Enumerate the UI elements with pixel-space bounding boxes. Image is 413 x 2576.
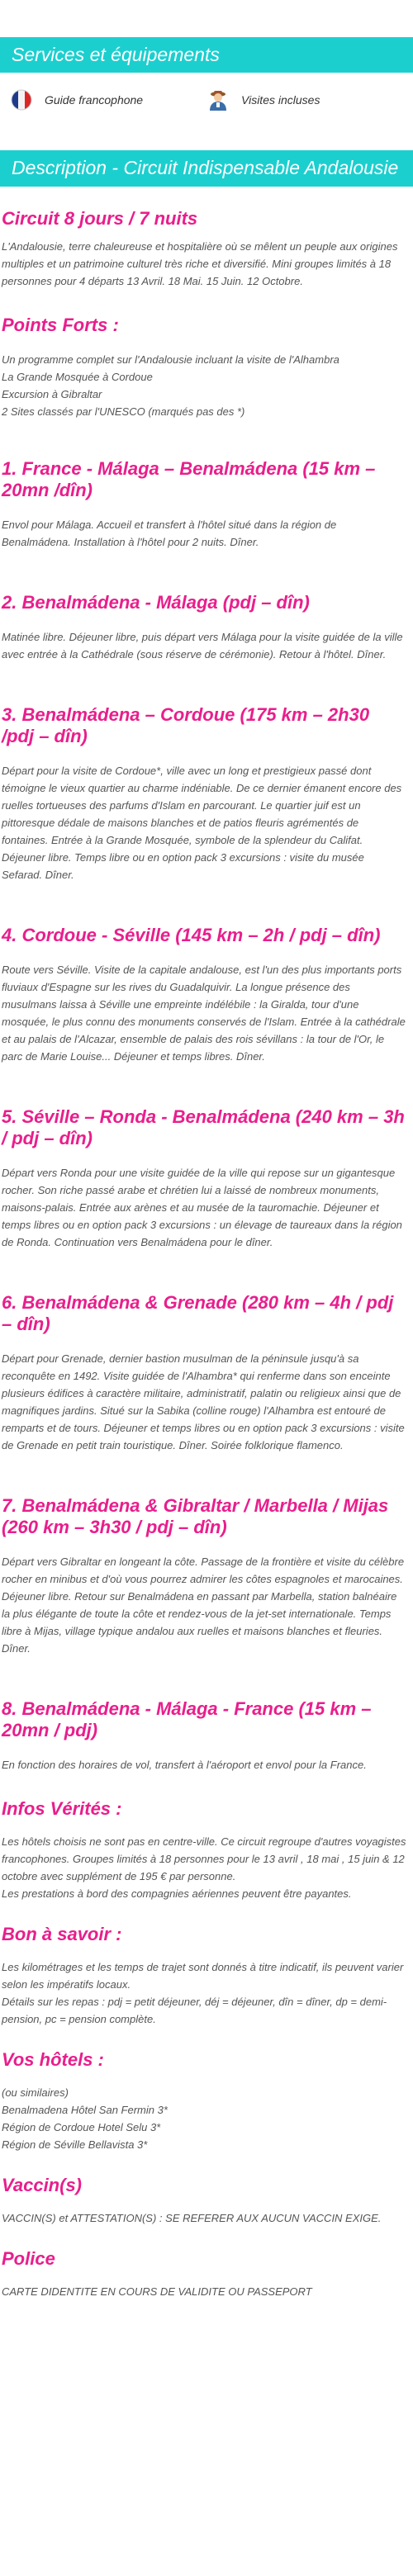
section-text: CARTE DIDENTITE EN COURS DE VALIDITE OU PASSEPORT	[2, 2285, 312, 2298]
service-item-visits	[206, 88, 403, 111]
section-text: Un programme complet sur l'Andalousie incluant la visite de l'Alhambra	[2, 353, 339, 366]
section-heading: 6. Benalmádena & Grenade (280 km – 4h / pdj – dîn)	[2, 1292, 394, 1334]
section-text: Les kilométrages et les temps de trajet sont donnés à titre indicatif, ils peuvent varier selon les impératifs locaux.	[2, 1961, 404, 1991]
section-text: Les hôtels choisis ne sont pas en centre-ville. Ce circuit regroupe d'autres voyagistes francophones. Groupes limités à 18 personnes pour le 13 avril , 18 mai , 15 juin & 12 octobre avec supplément de 195 € par personne.	[2, 1835, 406, 1882]
service-label-visits: Visites incluses	[241, 93, 320, 107]
section-day-4	[2, 925, 406, 1065]
section-text: Région de Cordoue Hotel Selu 3*	[2, 2121, 161, 2133]
section-day-3	[2, 704, 406, 883]
section-vaccins	[2, 2175, 406, 2227]
section-heading: Infos Vérités :	[2, 1798, 122, 1819]
section-heading: Circuit 8 jours / 7 nuits	[2, 208, 198, 229]
tour-guide-icon	[206, 88, 230, 111]
section-heading: 5. Séville – Ronda - Benalmádena (240 km – 3h / pdj – dîn)	[2, 1106, 405, 1148]
french-flag-icon	[10, 88, 33, 111]
service-item-guide	[10, 88, 206, 111]
section-heading: Police	[2, 2248, 55, 2269]
section-police	[2, 2248, 406, 2300]
section-text: Départ pour la visite de Cordoue*, ville avec un long et prestigieux passé dont témoigne le vieux quartier au charme indéniable. De ce dernier émanent encore des ruelles tortueuses des parfums d'Islam en parcourant. Le quartier juif est un pittoresque dédale de maisons blanches et de patios fleuris agrémentés de fontaines. Entrée à la Grande Mosquée, symbole de la splendeur du Califat. Déjeuner libre. Temps libre ou en option pack 3 excursions : visite du musée Sefarad. Dîner.	[2, 765, 402, 881]
section-text: La Grande Mosquée à Cordoue	[2, 371, 153, 383]
section-points-forts	[2, 315, 406, 420]
section-day-7	[2, 1495, 406, 1657]
section-heading: Vaccin(s)	[2, 2175, 83, 2195]
section-text: VACCIN(S) et ATTESTATION(S) : SE REFERER AUX AUCUN VACCIN EXIGE.	[2, 2212, 382, 2224]
section-text: Détails sur les repas : pdj = petit déjeuner, déj = déjeuner, dîn = dîner, dp = demi-pension, pc = pension complète.	[2, 1996, 387, 2025]
section-day-5	[2, 1106, 406, 1251]
section-heading: 1. France - Málaga – Benalmádena (15 km – 20mn /dîn)	[2, 458, 376, 500]
section-bon-a-savoir	[2, 1924, 406, 2028]
section-heading: 4. Cordoue - Séville (145 km – 2h / pdj – dîn)	[2, 925, 381, 945]
section-heading: Bon à savoir :	[2, 1924, 122, 1944]
section-text: Région de Séville Bellavista 3*	[2, 2138, 148, 2151]
section-text: Départ vers Ronda pour une visite guidée de la ville qui repose sur un gigantesque rocher. Son riche passé arabe et chrétien lui a laissé de nombreux monuments, maisons-palais. Entrée aux arènes et au musée de la tauromachie. Déjeuner et temps libres ou en option pack 3 excursions : un élevage de taureaux dans la région de Ronda. Continuation vers Benalmádena pour le dîner.	[2, 1167, 402, 1248]
section-text: (ou similaires)	[2, 2086, 69, 2099]
section-text: Excursion à Gibraltar	[2, 388, 102, 400]
section-text: Benalmadena Hôtel San Fermin 3*	[2, 2104, 168, 2116]
section-heading: Vos hôtels :	[2, 2049, 104, 2070]
description-title: Description - Circuit Indispensable Andalousie	[0, 150, 413, 187]
section-day-8	[2, 1698, 406, 1773]
section-text: Envol pour Málaga. Accueil et transfert à l'hôtel situé dans la région de Benalmádena. Installation à l'hôtel pour 2 nuits. Dîner.	[2, 519, 337, 548]
section-heading: 2. Benalmádena - Málaga (pdj – dîn)	[2, 592, 310, 613]
section-heading: 7. Benalmádena & Gibraltar / Marbella / Mijas (260 km – 3h30 / pdj – dîn)	[2, 1495, 389, 1537]
section-day-6	[2, 1292, 406, 1454]
section-intro	[2, 208, 406, 290]
section-day-1	[2, 458, 406, 551]
section-text: Départ pour Grenade, dernier bastion musulman de la péninsule jusqu'à sa reconquête en 1492. Visite guidée de l'Alhambra* qui renferme dans son enceinte plusieurs édifices à caractère militaire, administratif, palatin ou religieux ainsi que de magnifiques jardins. Situé sur la Sabika (colline rouge) l'Alhambra est entouré de remparts et de tours. Déjeuner et temps libres ou en option pack 3 excursions : visite de Grenade en petit train touristique. Dîner. Soirée folklorique flamenco.	[2, 1352, 405, 1451]
section-text: 2 Sites classés par l'UNESCO (marqués pas des *)	[2, 405, 245, 418]
section-text: En fonction des horaires de vol, transfert à l'aéroport et envol pour la France.	[2, 1759, 367, 1771]
section-day-2	[2, 592, 406, 663]
section-heading: 8. Benalmádena - Málaga - France (15 km – 20mn / pdj)	[2, 1698, 372, 1740]
section-heading: 3. Benalmádena – Cordoue (175 km – 2h30 /pdj – dîn)	[2, 704, 370, 746]
section-text: Matinée libre. Déjeuner libre, puis départ vers Málaga pour la visite guidée de la ville avec entrée à la Cathédrale (sous réserve de cérémonie). Retour à l'hôtel. Dîner.	[2, 631, 403, 661]
section-text: Route vers Séville. Visite de la capitale andalouse, est l'un des plus importants ports fluviaux d'Espagne sur les rives du Guadalquivir. La longue présence des musulmans laissa à Séville une empreinte indélébile : la Giralda, tour d'une mosquée, le plus connu des monuments conservés de l'Islam. Entrée à la cathédrale et au palais de l'Alcazar, ensemble de palais des rois sévillans : la tour de l'Or, le parc de Marie Louise... Déjeuner et temps libres. Dîner.	[2, 964, 406, 1063]
section-text: Les prestations à bord des compagnies aériennes peuvent être payantes.	[2, 1887, 352, 1900]
section-infos-verites	[2, 1798, 406, 1902]
section-text: L'Andalousie, terre chaleureuse et hospitalière où se mêlent un peuple aux origines multiples et un patrimoine culturel très riche et diversifié. Mini groupes limités à 18 personnes pour 4 départs 13 Avril. 18 Mai. 15 Juin. 12 Octobre.	[2, 240, 398, 287]
section-text: Départ vers Gibraltar en longeant la côte. Passage de la frontière et visite du célèbre rocher en minibus et d'où vous pourrez admirer les côtes espagnoles et marocaines. Déjeuner libre. Retour sur Benalmádena en passant par Marbella, station balnéaire la plus élégante de toute la côte et rendez-vous de la jet-set internationale. Temps libre à Mijas, village typique andalou aux ruelles et maisons blanches et fleuries. Dîner.	[2, 1556, 405, 1655]
description-content	[0, 208, 413, 2300]
section-heading: Points Forts :	[2, 315, 119, 335]
section-hotels	[2, 2049, 406, 2153]
services-title: Services et équipements	[0, 37, 413, 73]
service-label-guide: Guide francophone	[45, 93, 144, 107]
services-list	[0, 73, 413, 127]
